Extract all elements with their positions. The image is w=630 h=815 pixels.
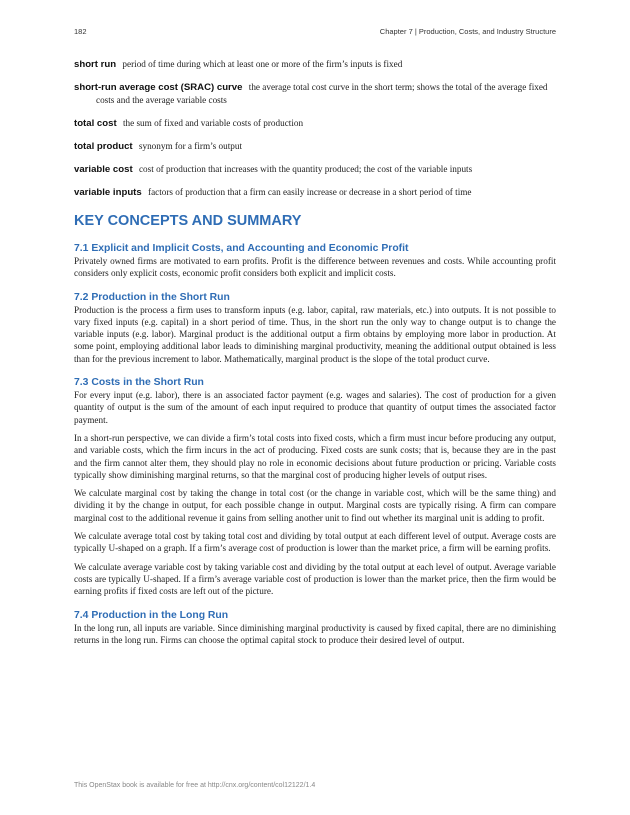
section-title: 7.2 Production in the Short Run [74,291,230,303]
glossary-entry [74,140,556,153]
chapter-header: Chapter 7 | Production, Costs, and Industry Structure [379,27,556,36]
section-title: 7.1 Explicit and Implicit Costs, and Accounting and Economic Profit [74,243,409,254]
glossary-term: variable inputs [74,187,142,198]
section-paragraph: We calculate average variable cost by taking variable cost and dividing by the total output at each level of output. Average variable costs are typically U-shaped. If a firm’s average variable cost of production is lower than the market price, then the firm would be earning profits if fixed costs are left out of the picture. [74,561,556,597]
summary-section [74,377,556,597]
glossary-term: variable cost [74,164,133,175]
glossary-entry [74,186,556,199]
glossary-entry [74,117,556,130]
summary-section [74,292,556,365]
glossary-list [74,58,556,199]
summary-heading: KEY CONCEPTS AND SUMMARY [74,213,302,229]
glossary-term: short run [74,59,117,70]
glossary-definition: synonym for a firm’s output [138,141,243,151]
section-paragraph: Production is the process a firm uses to transform inputs (e.g. labor, capital, raw materials, etc.) into outputs. It is not possible to vary fixed inputs (e.g. capital) in a short period of time. Thus, in the short run the only way to change output is to change the variable inputs (e.g. labor). Marginal product is the additional output a firm obtains by employing more labor in production. At some point, employing additional labor leads to diminishing marginal productivity, meaning the additional output obtained is less than for the previous increment to labor. Mathematically, marginal product is the slope of the total product curve. [74,304,556,364]
page-number: 182 [74,27,87,36]
glossary-entry [74,81,556,107]
section-paragraph: In the long run, all inputs are variable. Since diminishing marginal productivity is caused by fixed capital, there are no diminishing returns in the long run. Firms can choose the optimal capital stock to produce their desired level of output. [74,622,556,645]
summary-section [74,243,556,280]
section-paragraph: In a short-run perspective, we can divide a firm’s total costs into fixed costs, which a firm must incur before producing any output, and variable costs, which the firm incurs in the act of producing. Fixed costs are sunk costs; that is, because they are in the past and the firm cannot alter them, they should play no role in economic decisions about future production or pricing. Variable costs typically show diminishing marginal returns, so that the marginal cost of producing higher levels of output rises. [74,432,556,480]
glossary-term: short-run average cost (SRAC) curve [74,82,243,93]
page-content [74,58,556,652]
glossary-entry [74,58,556,71]
glossary-term: total cost [74,118,117,129]
section-paragraph: We calculate marginal cost by taking the change in total cost (or the change in variable cost, which will be the same thing) and dividing it by the change in output, for each possible change in output. Marginal costs are typically rising. A firm can compare marginal cost to the additional revenue it gains from selling another unit to find out whether its marginal unit is adding to profit. [74,488,556,523]
glossary-definition: the average total cost curve in the short term; shows the total of the average fixed costs and the average variable costs [96,82,548,105]
summary-section [74,610,556,647]
glossary-term: total product [74,141,133,152]
section-paragraph: For every input (e.g. labor), there is an associated factor payment (e.g. wages and salaries). The cost of production for a given quantity of output is the sum of the amount of each input required to produce that quantity of output times the associated factor payment. [74,390,556,425]
section-paragraph: We calculate average total cost by taking total cost and dividing by total output at each different level of output. Average costs are typically U-shaped on a graph. If a firm’s average cost of production is lower than the market price, a firm will be earning profits. [74,531,556,554]
glossary-definition: factors of production that a firm can easily increase or decrease in a short period of time [148,187,472,197]
glossary-entry [74,163,556,176]
glossary-definition: period of time during which at least one or more of the firm’s inputs is fixed [122,59,403,69]
footer-note: This OpenStax book is available for free at http://cnx.org/content/col12122/1.4 [74,782,316,789]
section-paragraph: Privately owned firms are motivated to earn profits. Profit is the difference between revenues and costs. While accounting profit considers only explicit costs, economic profit considers both explicit and implicit costs. [74,256,556,279]
section-title: 7.4 Production in the Long Run [74,609,229,621]
glossary-definition: cost of production that increases with the quantity produced; the cost of the variable inputs [138,164,473,174]
section-title: 7.3 Costs in the Short Run [74,377,204,389]
glossary-definition: the sum of fixed and variable costs of production [122,118,304,128]
